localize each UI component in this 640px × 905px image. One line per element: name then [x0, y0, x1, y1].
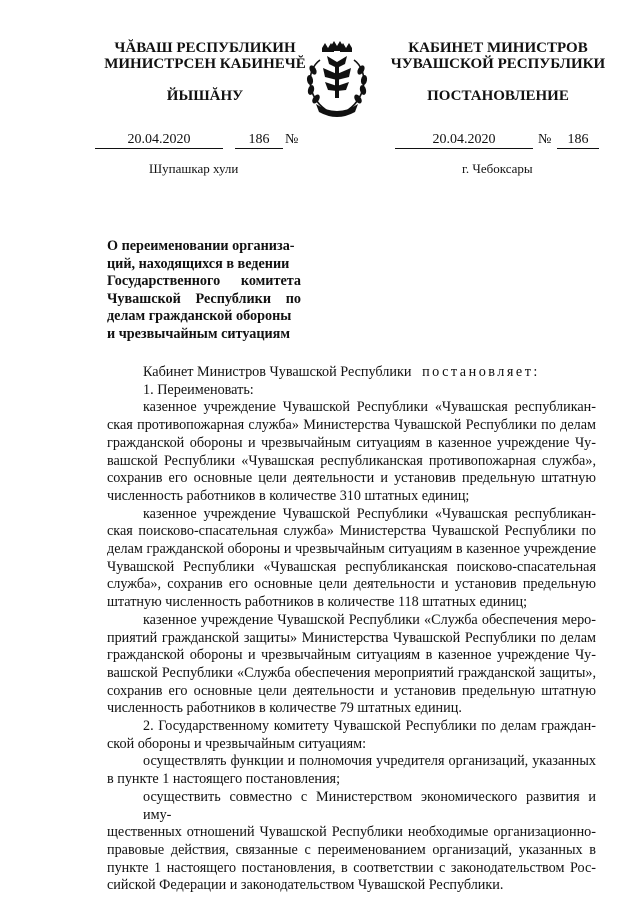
date-left: 20.04.2020 [95, 132, 223, 149]
body-line: вашской Республики «Служба обеспечения мероприятий гражданской защиты», [107, 664, 596, 681]
number-left: 186 [235, 132, 283, 149]
body-line: осуществлять функции и полномочия учредителя организаций, указанных [143, 753, 596, 770]
preamble-text: Кабинет Министров Чувашской Республики [143, 364, 412, 380]
body-line: штатную численность работников в количестве 118 штатных единиц; [107, 594, 528, 611]
preamble [107, 364, 596, 382]
body-line: 2. Государственному комитету Чувашской Республики по делам граждан- [143, 718, 596, 735]
body-line: сийской Федерации и законодательством Чувашской Республики. [107, 877, 504, 894]
body-line: гражданской обороны и чрезвычайным ситуациям в казенное учреждение Чу- [107, 434, 596, 451]
date-number-russian [395, 132, 617, 150]
document-subject [107, 238, 301, 344]
number-sign-right: № [538, 132, 552, 147]
body-line: гражданской обороны и чрезвычайным ситуациям в казенное учреждение Чу- [107, 647, 596, 664]
subject-line: делам гражданской обороны [107, 308, 292, 325]
doc-type-chuvash: ЙЫШĂНУ [166, 88, 244, 104]
place-russian: г. Чебоксары [462, 161, 533, 176]
subject-line: О переименовании организа- [107, 238, 295, 254]
header-chuvash-line1: ЧĂВАШ РЕСПУБЛИКИН [114, 40, 296, 56]
body-line: казенное учреждение Чувашской Республики «Служба обеспечения меро- [143, 611, 596, 628]
preamble-verb: постановляет: [422, 364, 540, 380]
body-line: 1. Переименовать: [143, 381, 254, 398]
body-line: сохранив его основные цели деятельности и установив предельную штатную [107, 682, 596, 699]
body-line: численность работников в количестве 79 штатных единиц. [107, 700, 462, 717]
body-line: казенное учреждение Чувашской Республики «Чувашская республикан- [143, 505, 596, 522]
header-russian [378, 40, 618, 104]
header-chuvash [95, 40, 315, 104]
date-right: 20.04.2020 [395, 132, 533, 149]
body-line: ской обороны и чрезвычайным ситуациям: [107, 735, 367, 752]
emblem-icon [300, 40, 374, 120]
doc-type-russian: ПОСТАНОВЛЕНИЕ [427, 88, 569, 104]
number-sign-left: № [285, 132, 299, 147]
body-line: щественных отношений Чувашской Республики необходимые организационно- [107, 824, 596, 841]
body-line: приятий гражданской защиты» Министерства Чувашской Республики по делам [107, 629, 596, 646]
body-line: Чувашской Республики «Чувашская республиканская поисково-спасательная [107, 558, 596, 575]
subject-line: Государственного комитета [107, 273, 301, 290]
body-line: осуществить совместно с Министерством экономического развития и иму- [143, 788, 596, 823]
body-line: ская противопожарная служба» Министерства Чувашской Республики по делам [107, 417, 596, 434]
body-line: пункте 1 настоящего постановления, в соответствии с законодательством Рос- [107, 859, 596, 876]
body-line: в пункте 1 настоящего постановления; [107, 771, 341, 788]
body-line: служба», сохранив его основные цели деятельности и установив предельную [107, 576, 596, 593]
header-russian-line2: ЧУВАШСКОЙ РЕСПУБЛИКИ [390, 56, 606, 72]
subject-line: Чувашской Республики по [107, 290, 301, 307]
subject-line: ций, находящихся в ведении [107, 255, 290, 272]
body-line: сохранив его основные цели деятельности и установив предельную штатную [107, 470, 596, 487]
document-body [107, 364, 596, 895]
body-line: правовые действия, связанные с переименованием организаций, указанных в [107, 841, 596, 858]
body-line: численность работников в количестве 310 штатных единиц; [107, 487, 470, 504]
header-chuvash-line2: МИНИСТРСЕН КАБИНЕЧĔ [104, 56, 306, 72]
place-chuvash: Шупашкар хули [149, 161, 239, 176]
body-line: ская поисково-спасательная служба» Министерства Чувашской Республики по [107, 523, 596, 540]
body-line: казенное учреждение Чувашской Республики «Чувашская республикан- [143, 399, 596, 416]
body-line: вашской Республики «Чувашская республиканская противопожарная служба», [107, 452, 596, 469]
body-line: делам гражданской обороны и чрезвычайным ситуациям в казенное учреждение [107, 541, 596, 558]
header-russian-line1: КАБИНЕТ МИНИСТРОВ [408, 40, 588, 56]
subject-line: и чрезвычайным ситуациям [107, 325, 291, 342]
number-right: 186 [557, 132, 599, 149]
date-number-chuvash [95, 132, 317, 150]
